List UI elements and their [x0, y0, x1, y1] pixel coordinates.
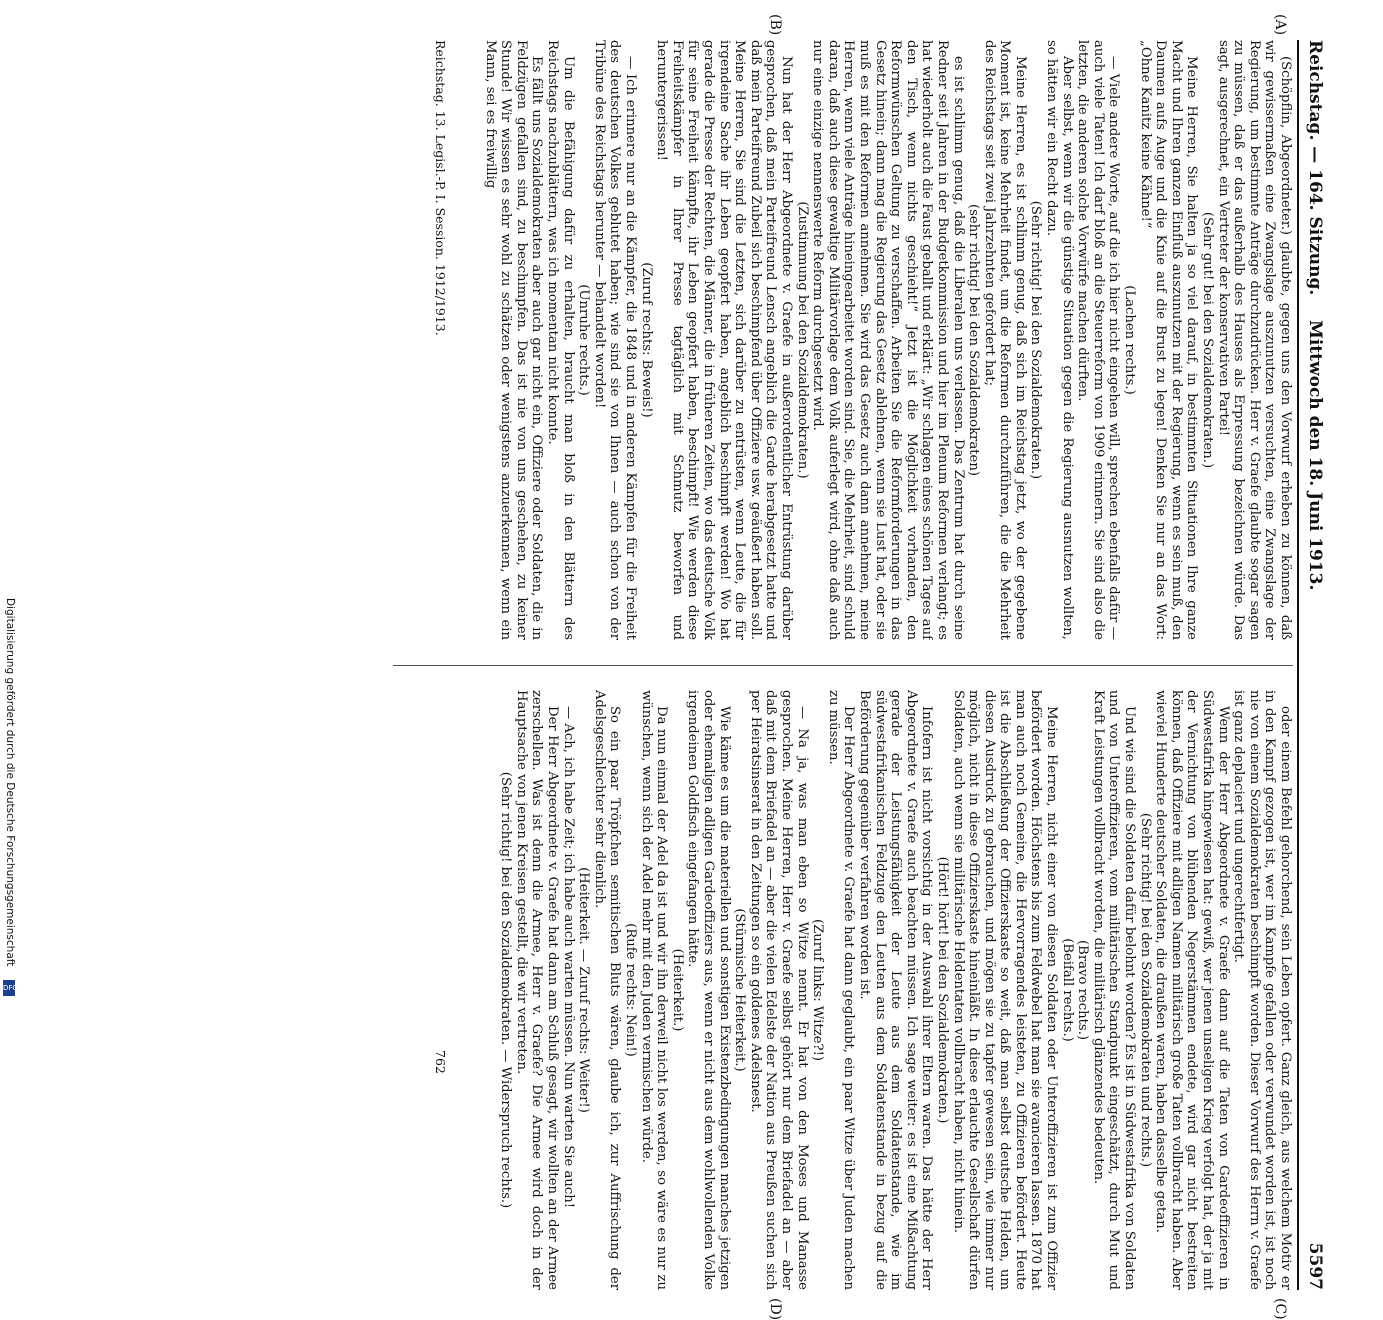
margin-marker-d: (D): [767, 1298, 783, 1320]
paragraph: — Na ja, was man eben so Witze nennt. Er hat von den Moses und Manasse gesprochen. Meine Herren, Herr v. Graefe selbst gehört nur dem Briefadel an — aber daß mit dem Briefadel an — aber die vielen Edelste der Nation aus Preußen suchen sich per Heiratsinserat in den Zeitungen so ein goldenes Adelsnest.: [747, 690, 810, 1290]
paragraph: — Ich erinnere nur an die Kämpfer, die 1848 und in anderen Kämpfen für die Freiheit des deutschen Volkes geblutet haben; wie sind sie von Ihnen — auch schon von der Tribüne des Reichstags herunter — behandelt worden!: [591, 40, 639, 640]
paragraph: Es fällt uns Sozialdemokraten aber auch gar nicht ein, Offiziere oder Soldaten, die in Feldzügen gefallen sind, zu beschimpfen. Das ist nie von uns geschehen, zu keiner Stunde! Wir wissen es sehr wohl zu schätzen oder wenigstens anzuerkennen, wenn ein Mann, sei es freiwillig: [482, 40, 545, 640]
column-separator: [393, 665, 1293, 666]
paragraph: (Heiterkeit.): [669, 948, 685, 1032]
paragraph: es ist schlimm genug, daß die Liberalen uns verlassen. Das Zentrum hat durch seine Redner seit Jahren in der Budgetkommission und hier im Plenum Reformen verlangt; es hat wiederholt auch die Faust geballt und erklärt: „Wir schlagen eines schönen Tages auf den Tisch, wenn nichts geschieht!“ Jetzt ist die Möglichkeit vorhanden, den Reformwünschen Geltung zu verschaffen. Arbeiten Sie die Reformforderungen in das Gesetz hinein; dann mag die Regierung das Gesetz ablehnen, wenn sie Lust hat, oder sie muß es mit den Reformen annehmen. Sie wird das Gesetz auch dann annehmen, meine Herren, wenn viele Anträge hineingearbeitet worden sind. Sie, die Mehrheit, sind schuld daran, daß auch diese gewaltige Militärvorlage dem Volk auferlegt wird, ohne daß auch nur eine einzige nennenswerte Reform durchgesetzt wird.: [810, 40, 966, 640]
paragraph: Wenn der Herr Abgeordnete v. Graefe dann auf die Taten von Gardeoffizieren in Südwestafrika hingewiesen hat: gewiß, wer jenen unseligen Krieg verfolgt hat, der ja mit der Vernichtung von blühenden Negerstämmen endete, wird gar nicht bestreiten können, daß Offiziere mit adligen Namen militärisch große Taten vollbracht haben. Aber wieviel Hunderte deutscher Soldaten, die draußen waren, haben dasselbe getan.: [1153, 690, 1231, 1290]
paragraph: Der Herr Abgeordnete v. Graefe hat dann am Schluß gesagt, wir wollten an der Armee zerschellen. Was ist denn die Armee, Herr v. Graefe? Die Armee wird doch in der Hauptsache von jenen Kreisen gestellt, die wir vertreten.: [513, 690, 561, 1290]
credit-text: Digitalisierung gefördert durch die Deutsche Forschungsgemeinschaft: [4, 598, 16, 967]
paragraph: Da nun einmal der Adel da ist und wir ihn derweil nicht los werden, so wäre es nur zu wünschen, wenn sich der Adel mehr mit den Juden vermischen würde.: [638, 690, 670, 1290]
paragraph: Meine Herren, Sie halten ja so viel darauf, in bestimmten Situationen Ihre ganze Macht und Ihren ganzen Einfluß auszunutzen mit der Regierung, wenn es sein muß, den Daumen aufs Auge und die Knie auf die Brust zu legen! Denken Sie nur an das Wort: „Ohne Kanitz keine Kähne!“: [1137, 40, 1200, 640]
dfg-logo: DFG: [3, 980, 15, 996]
paragraph: (Sehr richtig! bei den Sozialdemokraten.): [1028, 200, 1044, 480]
paragraph: (Beifall rechts.): [1059, 938, 1075, 1042]
paragraph: Aber selbst, wenn wir die günstige Situation gegen die Regierung ausnutzen wollten, so hätten wir ein Recht dazu.: [1044, 40, 1075, 640]
paragraph: So ein paar Tröpfchen semitischen Bluts wären, glaube ich, zur Auffrischung der Adelsgeschlechter sehr dienlich.: [591, 690, 623, 1290]
paragraph: (Sehr richtig! bei den Sozialdemokraten und rechts.): [1137, 812, 1153, 1168]
header-rule: [1297, 40, 1299, 1290]
paragraph: (Schöpflin, Abgeordneter.) glaubte, gegen uns den Vorwurf erheben zu können, daß wir gewissermaßen eine Zwangslage auszunutzen versuchten, eine Zwangslage der Regierung, um bestimmte Anträge durchzudrücken. Herr v. Graefe glaubte sogar sagen zu müssen, daß er das außerhalb des Hauses als Erpressung bezeichnen würde. Das sagt, ausgerechnet, ein Vertreter der konservativen Partei!: [1215, 40, 1293, 640]
footer-session: Reichstag. 13. Legisl.-P. I. Session. 1912/1913.: [433, 40, 448, 336]
footer-page-number: 762: [433, 1050, 448, 1074]
paragraph: Wie käme es um die materiellen und sonstigen Existenzbedingungen manches jetzigen oder ehemaligen adligen Gardeoffiziers aus, wenn er nicht aus dem wohlwollenden Volke irgendeinen Goldfisch eingefangen hätte.: [685, 690, 732, 1290]
paragraph: (Hört! hört! bei den Sozialdemokraten.): [934, 856, 950, 1124]
paragraph: Meine Herren, es ist schlimm genug, daß sich im Reichstag jetzt, wo der gegebene Moment ist, keine Mehrheit findet, um die Reformen durchzuführen, die die Mehrheit des Reichstags seit zwei Jahrzehnten gefordert hat;: [981, 40, 1028, 640]
header-center: Mittwoch den 18. Juni 1913.: [1305, 320, 1325, 591]
paragraph: (Lachen rechts.): [1122, 285, 1138, 395]
paragraph: (Zustimmung bei den Sozialdemokraten.): [794, 201, 810, 479]
paragraph: (Sehr gut! bei den Sozialdemokraten.): [1200, 211, 1216, 469]
paragraph: (Zuruf rechts: Beweis!): [638, 262, 654, 418]
text-column-left: [323, 40, 1293, 640]
paragraph: (Heiterkeit. — Zuruf rechts: Weiter!): [576, 867, 592, 1113]
header-left: Reichstag. — 164. Sitzung.: [1305, 40, 1325, 296]
paragraph: (Stürmische Heiterkeit.): [732, 908, 748, 1072]
margin-marker-a: (A): [1272, 14, 1288, 36]
paragraph: (Unruhe rechts.): [576, 284, 592, 396]
funding-credit: [2, 598, 16, 998]
paragraph: Der Herr Abgeordnete v. Graefe hat dann geglaubt, ein paar Witze über Juden machen zu müssen.: [825, 690, 857, 1290]
margin-marker-c: (C): [1272, 1298, 1288, 1320]
paragraph: Und wie sind die Soldaten dafür belohnt worden? Es ist in Südwestafrika von Soldaten und von Unteroffizieren, vom militärischen Standpunkt eingeschätzt, durch Mut und Kraft Leistungen vollbracht worden, die militärisch glänzendes bedeuten.: [1090, 690, 1138, 1290]
paragraph: Nun hat der Herr Abgeordnete v. Graefe in außerordentlicher Entrüstung darüber gesprochen, daß mein Parteifreund Lensch angeblich die Garde herabgesetzt hatte und daß mein Parteifreund Zubeil sich beschimpfend über Offiziere usw. geäußert haben soll. Meine Herren, Sie sind die Letzten, sich darüber zu entrüsten, wenn Leute, die für irgendeine Sache ihr Leben geopfert haben, angeblich beschimpft werden! Wo hat gerade die Presse der Rechten, die Männer, die in früheren Zeiten, wo das deutsche Volk für seine Freiheit kämpfte, ihr Leben geopfert haben, beschimpft! Wie werden diese Freiheitskämpfer in Ihrer Presse tagtäglich mit Schmutz beworfen und heruntergerissen!: [654, 40, 794, 640]
paragraph: Meine Herren, nicht einer von diesen Soldaten oder Unteroffizieren ist zum Offizier befördert worden. Höchstens bis zum Feldwebel hat man sie avancieren lassen. 1870 hat man auch noch Gemeine, die Hervorragendes leisteten, zu Offizieren befördert. Heute ist die Abschließung der Offizierskaste so weit, daß man selbst deutsche Helden, um diesen Ausdruck zu gebrauchen, und mögen sie zu tapfer gewesen sein, wie immer nur möglich, nicht in diese Offizierskaste hineinläßt. In diese erlauchte Gesellschaft dürfen Soldaten, auch wenn sie militärische Heldentaten vollbracht haben, nicht hinein.: [950, 690, 1060, 1290]
paragraph: (Bravo rechts.): [1075, 940, 1091, 1040]
paragraph: (Rufe rechts: Nein!): [623, 923, 639, 1057]
page-header: [1299, 40, 1325, 1290]
paragraph: — Ach, ich habe Zeit; ich habe auch warten müssen. Nun warten Sie auch!: [560, 706, 576, 1209]
paragraph: (Sehr richtig! bei den Sozialdemokraten. — Widerspruch rechts.): [498, 771, 514, 1209]
page-number: 5597: [1305, 1242, 1325, 1290]
paragraph: Infofern ist nicht vorsichtig in der Auswahl ihrer Eltern waren. Das hätte der Herr Abgeordnete v. Graefe auch beachten müssen. Ich sage weiter: es ist eine Mißachtung gerade der Leistungsfähigkeit der Leute aus dem Soldatenstande, wie im südwestafrikanischen Feldzuge den Leuten aus dem Soldatenstande in bezug auf die Beförderung gegenüber verfahren worden ist.: [856, 690, 935, 1290]
paragraph: — Viele andere Worte, auf die ich hier nicht eingehen will, sprechen ebenfalls dafür — auch viele Taten! Ich darf bloß an die Steuerreform von 1909 erinnern. Sie sind also die letzten, die anderen solche Vorwürfe machen dürften.: [1075, 40, 1122, 640]
paragraph: (sehr richtig! bei den Sozialdemokraten): [966, 204, 982, 476]
paragraph: Um die Befähigung dafür zu erhalten, braucht man bloß in den Blättern des Reichstags nachzublättern, was ich momentan nicht konnte.: [545, 40, 576, 640]
paragraph: (Zuruf links: Witze?!): [810, 918, 826, 1062]
paragraph: oder einem Befehl gehorchend, sein Leben opfert. Ganz gleich, aus welchem Motiv er in den Kampf gezogen ist, wer im Kampfe gefallen oder verwundet worden ist, ist noch nie von einem Sozialdemokraten beschimpft worden. Dieser Vorwurf des Herrn v. Graefe ist ganz deplaciert und ungerechtfertigt.: [1231, 690, 1293, 1290]
margin-marker-b: (B): [767, 14, 783, 36]
text-column-right: [323, 690, 1293, 1290]
